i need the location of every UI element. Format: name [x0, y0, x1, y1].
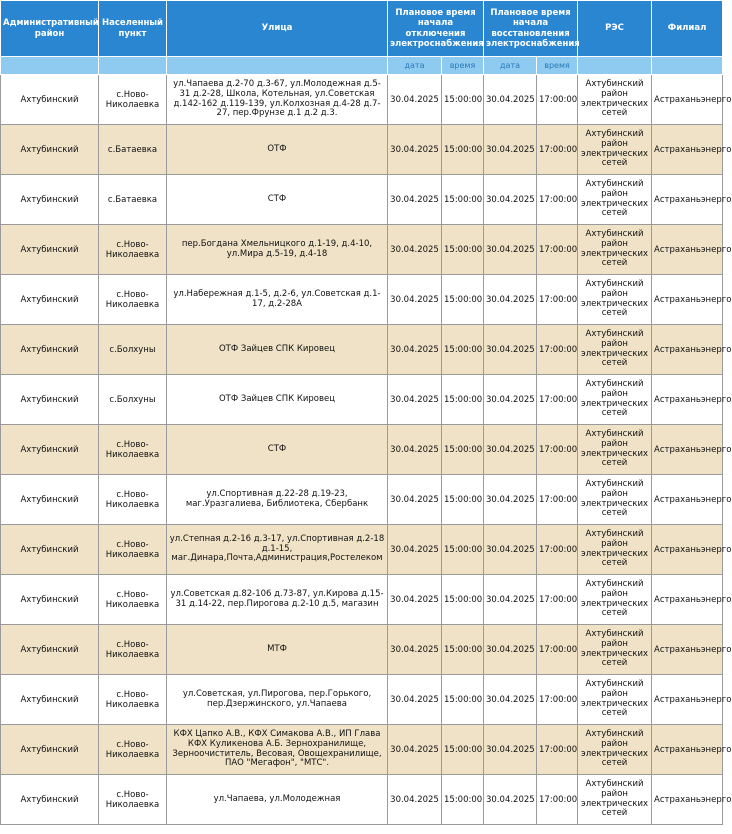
- cell-locality: с.Ново-Николаевка: [99, 275, 167, 325]
- subheader-off-time: время: [442, 57, 484, 75]
- cell-on-time: 17:00:00: [537, 125, 578, 175]
- cell-on-time: 17:00:00: [537, 675, 578, 725]
- table-row: [1, 575, 723, 625]
- cell-filial: Астраханьэнерго: [652, 375, 723, 425]
- header-street: Улица: [167, 1, 388, 57]
- table-row: [1, 375, 723, 425]
- table-row: [1, 425, 723, 475]
- cell-filial: Астраханьэнерго: [652, 75, 723, 125]
- header-district: Административный район: [1, 1, 99, 57]
- cell-district: Ахтубинский: [1, 575, 99, 625]
- header-off-time: Плановое время начала отключения электроснабжения: [388, 1, 484, 57]
- cell-off-date: 30.04.2025: [388, 575, 442, 625]
- cell-filial: Астраханьэнерго: [652, 575, 723, 625]
- cell-on-time: 17:00:00: [537, 375, 578, 425]
- cell-street: ул.Советская, ул.Пирогова, пер.Горького, пер.Дзержинского, ул.Чапаева: [167, 675, 388, 725]
- cell-res: Ахтубинский район электрических сетей: [578, 375, 652, 425]
- cell-on-date: 30.04.2025: [484, 325, 537, 375]
- cell-on-date: 30.04.2025: [484, 475, 537, 525]
- cell-on-time: 17:00:00: [537, 325, 578, 375]
- cell-on-date: 30.04.2025: [484, 225, 537, 275]
- table-row: [1, 125, 723, 175]
- cell-district: Ахтубинский: [1, 75, 99, 125]
- cell-res: Ахтубинский район электрических сетей: [578, 475, 652, 525]
- table-row: [1, 325, 723, 375]
- cell-filial: Астраханьэнерго: [652, 125, 723, 175]
- cell-off-time: 15:00:00: [442, 125, 484, 175]
- cell-res: Ахтубинский район электрических сетей: [578, 725, 652, 775]
- cell-off-date: 30.04.2025: [388, 75, 442, 125]
- cell-locality: с.Батаевка: [99, 175, 167, 225]
- cell-off-date: 30.04.2025: [388, 675, 442, 725]
- subheader-empty: [578, 57, 652, 75]
- cell-filial: Астраханьэнерго: [652, 525, 723, 575]
- cell-off-time: 15:00:00: [442, 675, 484, 725]
- cell-district: Ахтубинский: [1, 425, 99, 475]
- subheader-on-date: дата: [484, 57, 537, 75]
- cell-locality: с.Болхуны: [99, 375, 167, 425]
- table-row: [1, 225, 723, 275]
- cell-on-time: 17:00:00: [537, 525, 578, 575]
- table-row: [1, 725, 723, 775]
- cell-district: Ахтубинский: [1, 325, 99, 375]
- table-row: [1, 475, 723, 525]
- cell-filial: Астраханьэнерго: [652, 175, 723, 225]
- cell-filial: Астраханьэнерго: [652, 775, 723, 825]
- cell-off-time: 15:00:00: [442, 725, 484, 775]
- cell-locality: с.Ново-Николаевка: [99, 675, 167, 725]
- cell-off-date: 30.04.2025: [388, 175, 442, 225]
- cell-on-time: 17:00:00: [537, 75, 578, 125]
- cell-street: ул.Чапаева д.2-70 д.3-67, ул.Молодежная д.5-31 д.2-28, Школа, Котельная, ул.Советская д.142-162 д.119-139, ул.Колхозная д.4-28 д.7-27, пер.Фрунзе д.1 д.2 д.3.: [167, 75, 388, 125]
- cell-res: Ахтубинский район электрических сетей: [578, 775, 652, 825]
- cell-on-date: 30.04.2025: [484, 675, 537, 725]
- cell-street: СТФ: [167, 175, 388, 225]
- cell-street: КФХ Цапко А.В., КФХ Симакова А.В., ИП Глава КФХ Куликенова А.Б. Зернохранилище, Зерноочиститель, Весовая, Овощехранилище, ПАО "Мегафон", "МТС".: [167, 725, 388, 775]
- cell-off-date: 30.04.2025: [388, 425, 442, 475]
- cell-res: Ахтубинский район электрических сетей: [578, 425, 652, 475]
- cell-off-date: 30.04.2025: [388, 325, 442, 375]
- cell-res: Ахтубинский район электрических сетей: [578, 275, 652, 325]
- cell-street: ул.Набережная д.1-5, д.2-6, ул.Советская д.1-17, д.2-28А: [167, 275, 388, 325]
- cell-on-date: 30.04.2025: [484, 625, 537, 675]
- table-body: [1, 75, 732, 825]
- cell-on-time: 17:00:00: [537, 725, 578, 775]
- cell-district: Ахтубинский: [1, 725, 99, 775]
- cell-district: Ахтубинский: [1, 375, 99, 425]
- subheader-empty: [652, 57, 723, 75]
- table-row: [1, 275, 723, 325]
- cell-district: Ахтубинский: [1, 175, 99, 225]
- subheader-on-time: время: [537, 57, 578, 75]
- cell-on-time: 17:00:00: [537, 475, 578, 525]
- cell-on-time: 17:00:00: [537, 575, 578, 625]
- header-locality: Населенный пункт: [99, 1, 167, 57]
- cell-district: Ахтубинский: [1, 775, 99, 825]
- cell-off-time: 15:00:00: [442, 75, 484, 125]
- cell-res: Ахтубинский район электрических сетей: [578, 675, 652, 725]
- cell-district: Ахтубинский: [1, 125, 99, 175]
- cell-district: Ахтубинский: [1, 675, 99, 725]
- cell-res: Ахтубинский район электрических сетей: [578, 325, 652, 375]
- cell-filial: Астраханьэнерго: [652, 725, 723, 775]
- cell-locality: с.Ново-Николаевка: [99, 725, 167, 775]
- cell-filial: Астраханьэнерго: [652, 325, 723, 375]
- cell-off-time: 15:00:00: [442, 225, 484, 275]
- table-row: [1, 175, 723, 225]
- subheader-empty: [167, 57, 388, 75]
- cell-street: пер.Богдана Хмельницкого д.1-19, д.4-10, ул.Мира д.5-19, д.4-18: [167, 225, 388, 275]
- cell-filial: Астраханьэнерго: [652, 625, 723, 675]
- cell-off-time: 15:00:00: [442, 425, 484, 475]
- cell-on-date: 30.04.2025: [484, 375, 537, 425]
- cell-on-time: 17:00:00: [537, 225, 578, 275]
- cell-street: СТФ: [167, 425, 388, 475]
- cell-street: ОТФ: [167, 125, 388, 175]
- cell-off-time: 15:00:00: [442, 575, 484, 625]
- cell-on-date: 30.04.2025: [484, 575, 537, 625]
- cell-res: Ахтубинский район электрических сетей: [578, 575, 652, 625]
- table-row: [1, 525, 723, 575]
- cell-off-date: 30.04.2025: [388, 475, 442, 525]
- cell-filial: Астраханьэнерго: [652, 425, 723, 475]
- cell-off-time: 15:00:00: [442, 475, 484, 525]
- cell-on-date: 30.04.2025: [484, 275, 537, 325]
- cell-on-time: 17:00:00: [537, 425, 578, 475]
- cell-res: Ахтубинский район электрических сетей: [578, 625, 652, 675]
- cell-street: ул.Спортивная д.22-28 д.19-23, маг.Уразгалиева, Библиотека, Сбербанк: [167, 475, 388, 525]
- cell-off-time: 15:00:00: [442, 275, 484, 325]
- cell-off-date: 30.04.2025: [388, 125, 442, 175]
- cell-district: Ахтубинский: [1, 225, 99, 275]
- cell-street: ул.Чапаева, ул.Молодежная: [167, 775, 388, 825]
- cell-off-date: 30.04.2025: [388, 275, 442, 325]
- table-header-row: [1, 1, 723, 57]
- cell-filial: Астраханьэнерго: [652, 675, 723, 725]
- cell-street: ОТФ Зайцев СПК Кировец: [167, 325, 388, 375]
- header-res: РЭС: [578, 1, 652, 57]
- cell-off-date: 30.04.2025: [388, 375, 442, 425]
- cell-on-date: 30.04.2025: [484, 525, 537, 575]
- cell-filial: Астраханьэнерго: [652, 225, 723, 275]
- cell-off-time: 15:00:00: [442, 375, 484, 425]
- cell-off-time: 15:00:00: [442, 525, 484, 575]
- cell-on-date: 30.04.2025: [484, 75, 537, 125]
- cell-on-date: 30.04.2025: [484, 175, 537, 225]
- cell-off-time: 15:00:00: [442, 625, 484, 675]
- cell-locality: с.Батаевка: [99, 125, 167, 175]
- cell-street: ул.Степная д.2-16 д.3-17, ул.Спортивная д.2-18 д.1-15, маг.Динара,Почта,Администрация,Ростелеком: [167, 525, 388, 575]
- cell-locality: с.Ново-Николаевка: [99, 225, 167, 275]
- cell-off-date: 30.04.2025: [388, 725, 442, 775]
- cell-res: Ахтубинский район электрических сетей: [578, 525, 652, 575]
- table-row: [1, 775, 723, 825]
- cell-off-time: 15:00:00: [442, 175, 484, 225]
- subheader-empty: [1, 57, 99, 75]
- cell-off-date: 30.04.2025: [388, 225, 442, 275]
- cell-district: Ахтубинский: [1, 475, 99, 525]
- cell-off-date: 30.04.2025: [388, 625, 442, 675]
- cell-locality: с.Ново-Николаевка: [99, 425, 167, 475]
- cell-on-date: 30.04.2025: [484, 125, 537, 175]
- cell-off-date: 30.04.2025: [388, 775, 442, 825]
- cell-res: Ахтубинский район электрических сетей: [578, 75, 652, 125]
- cell-off-time: 15:00:00: [442, 775, 484, 825]
- header-filial: Филиал: [652, 1, 723, 57]
- cell-filial: Астраханьэнерго: [652, 475, 723, 525]
- header-on-time: Плановое время начала восстановления электроснабжения: [484, 1, 578, 57]
- cell-off-time: 15:00:00: [442, 325, 484, 375]
- cell-locality: с.Ново-Николаевка: [99, 625, 167, 675]
- cell-on-time: 17:00:00: [537, 625, 578, 675]
- cell-street: ОТФ Зайцев СПК Кировец: [167, 375, 388, 425]
- cell-locality: с.Ново-Николаевка: [99, 475, 167, 525]
- table-row: [1, 75, 723, 125]
- cell-off-date: 30.04.2025: [388, 525, 442, 575]
- cell-street: ул.Советская д.82-106 д.73-87, ул.Кирова д.15-31 д.14-22, пер.Пирогова д.2-10 д.5, магазин: [167, 575, 388, 625]
- table-row: [1, 625, 723, 675]
- subheader-off-date: дата: [388, 57, 442, 75]
- cell-locality: с.Ново-Николаевка: [99, 525, 167, 575]
- table-subheader-row: [1, 57, 723, 75]
- cell-res: Ахтубинский район электрических сетей: [578, 175, 652, 225]
- cell-on-time: 17:00:00: [537, 175, 578, 225]
- subheader-empty: [99, 57, 167, 75]
- cell-locality: с.Ново-Николаевка: [99, 575, 167, 625]
- cell-district: Ахтубинский: [1, 525, 99, 575]
- cell-locality: с.Болхуны: [99, 325, 167, 375]
- cell-street: МТФ: [167, 625, 388, 675]
- table-row: [1, 675, 723, 725]
- cell-locality: с.Ново-Николаевка: [99, 75, 167, 125]
- cell-district: Ахтубинский: [1, 625, 99, 675]
- cell-on-date: 30.04.2025: [484, 425, 537, 475]
- cell-res: Ахтубинский район электрических сетей: [578, 225, 652, 275]
- cell-locality: с.Ново-Николаевка: [99, 775, 167, 825]
- cell-on-time: 17:00:00: [537, 275, 578, 325]
- cell-on-date: 30.04.2025: [484, 775, 537, 825]
- cell-filial: Астраханьэнерго: [652, 275, 723, 325]
- cell-res: Ахтубинский район электрических сетей: [578, 125, 652, 175]
- cell-on-date: 30.04.2025: [484, 725, 537, 775]
- cell-district: Ахтубинский: [1, 275, 99, 325]
- cell-on-time: 17:00:00: [537, 775, 578, 825]
